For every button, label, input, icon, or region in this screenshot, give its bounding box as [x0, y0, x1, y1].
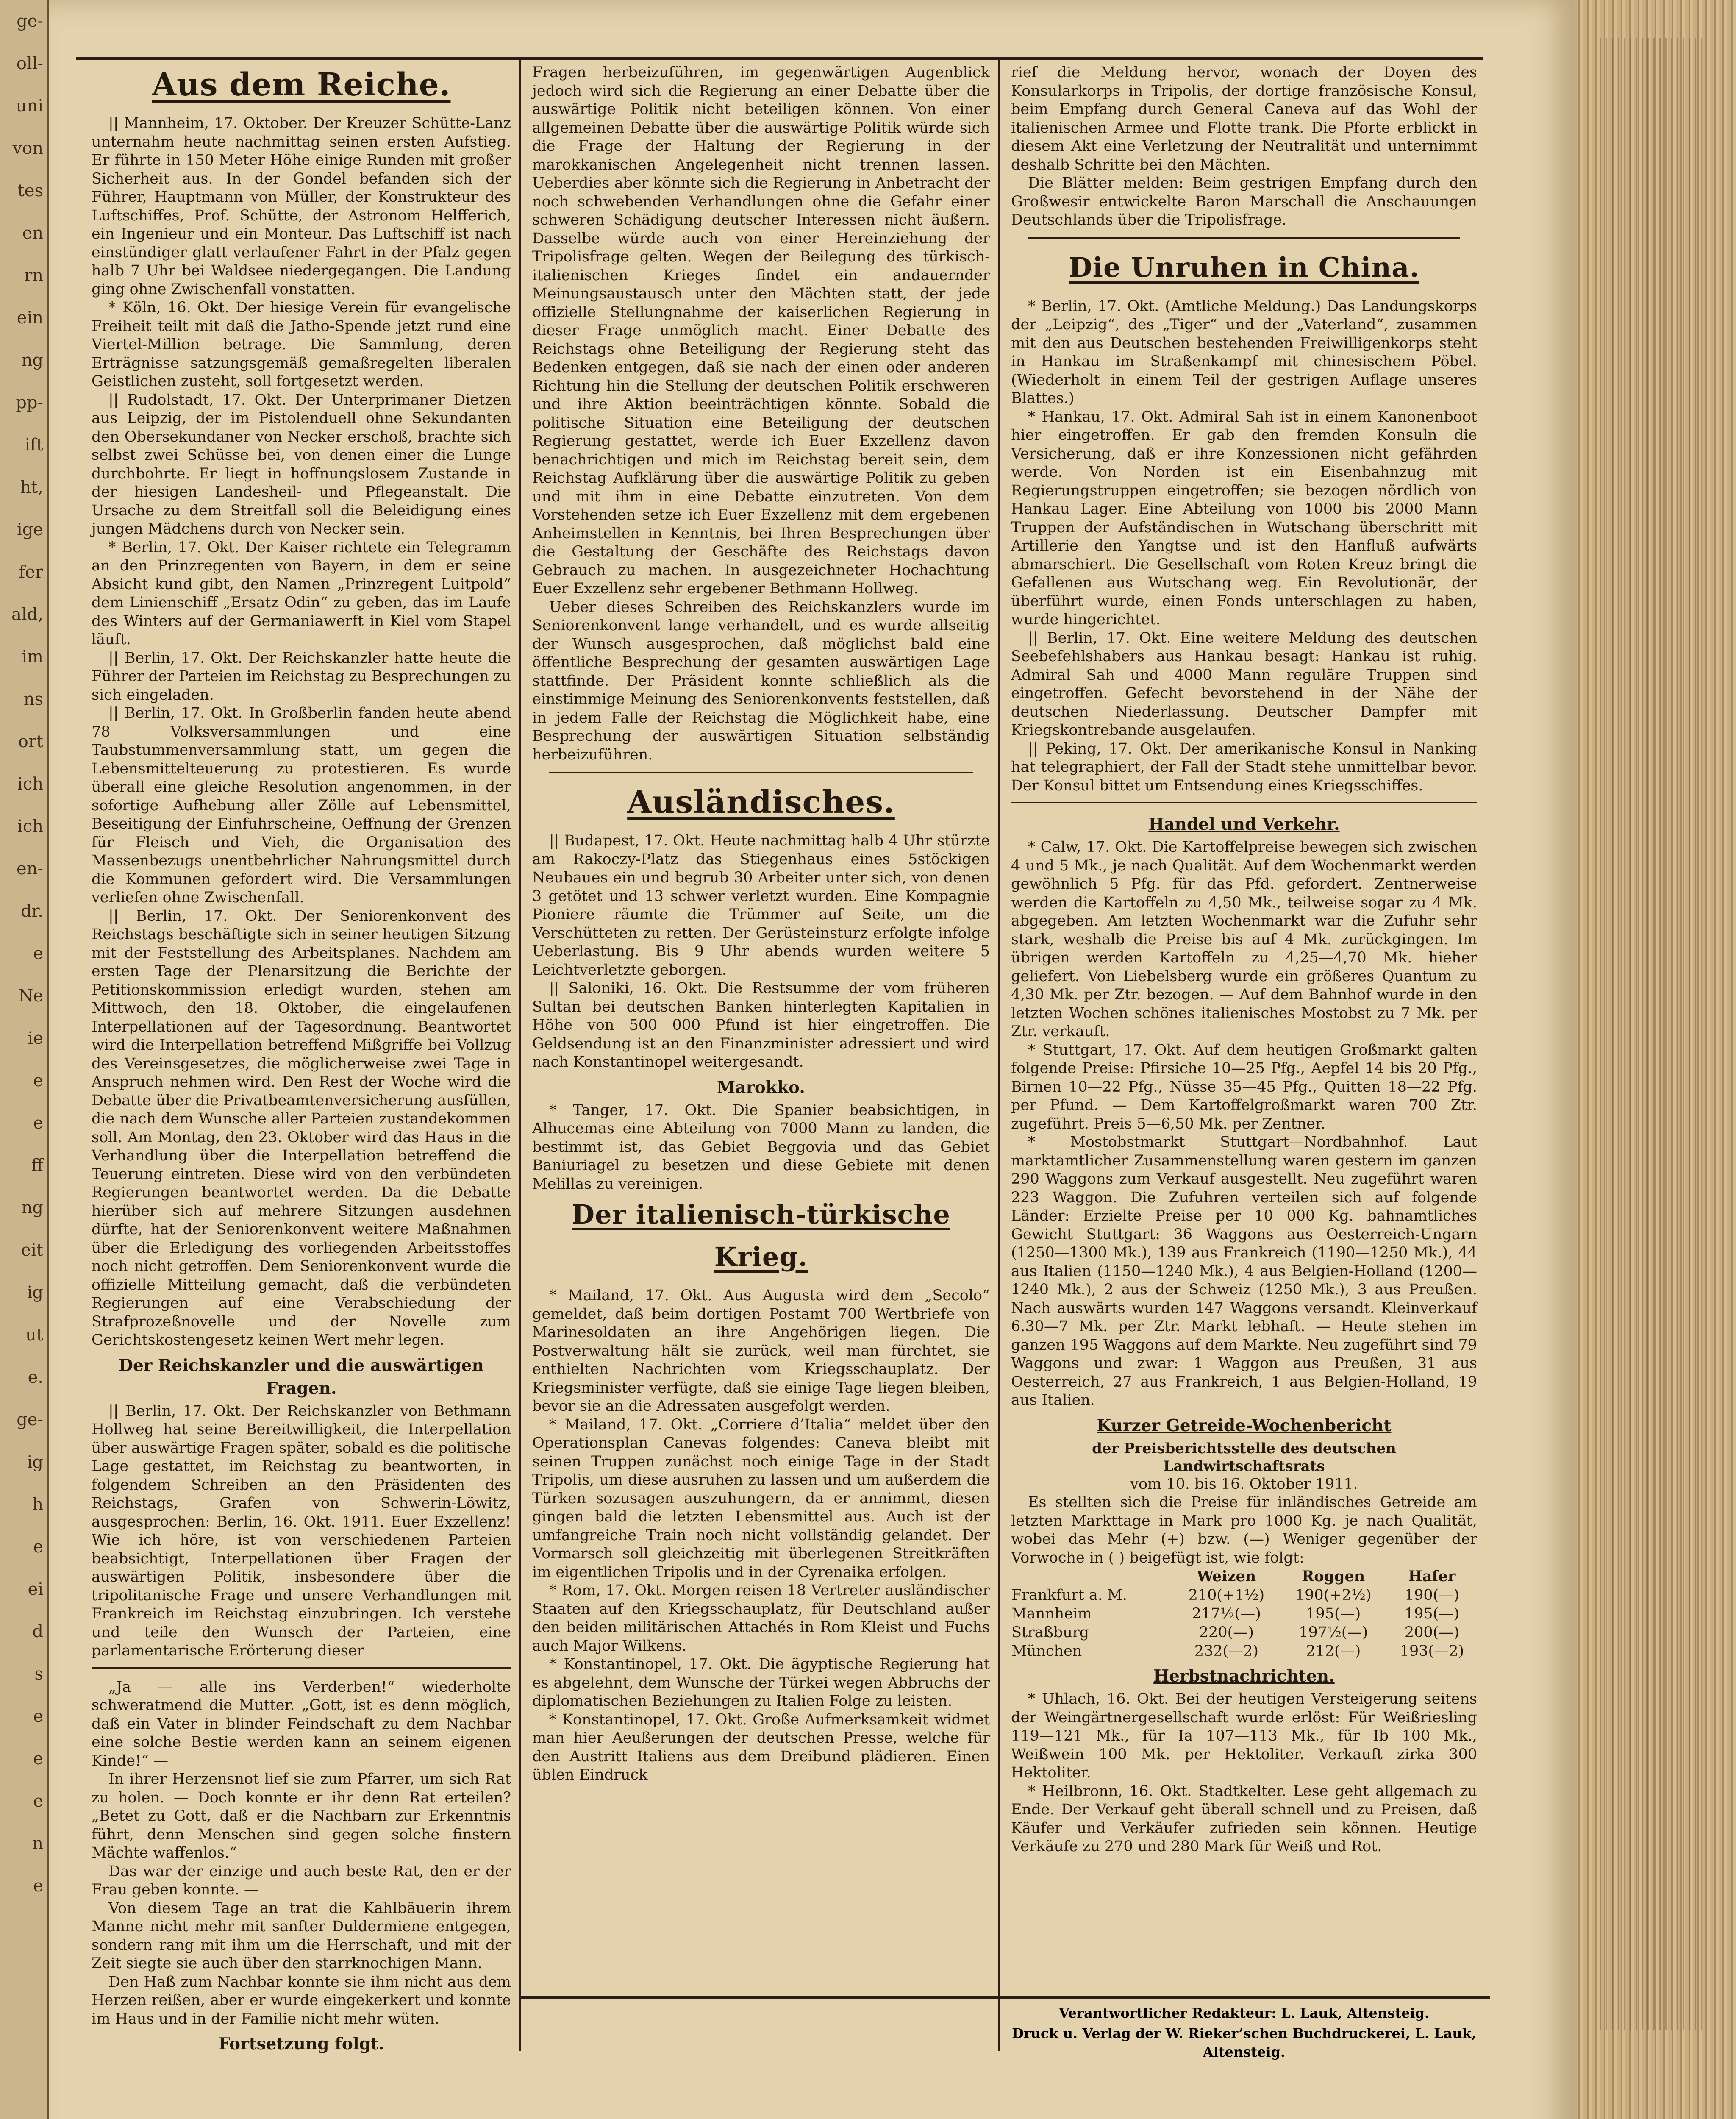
table-cell: 200(—) — [1404, 1624, 1459, 1641]
margin-fragment: e — [33, 1071, 43, 1090]
margin-fragment: s — [34, 1664, 43, 1684]
column-2 — [532, 64, 990, 1785]
table-cell: 232(—2) — [1194, 1643, 1259, 1660]
table-cell: 220(—) — [1199, 1624, 1254, 1641]
margin-fragment: pp- — [16, 393, 43, 412]
margin-fragment: e — [33, 1749, 43, 1769]
margin-fragment: ut — [25, 1325, 43, 1345]
margin-fragment: ein — [17, 308, 43, 328]
margin-fragment: im — [22, 647, 43, 667]
table-cell: 197½(—) — [1299, 1624, 1368, 1641]
market-paragraph: * Calw, 17. Okt. Die Kartoffelpreise bewegen sich zwischen 4 und 5 Mk., je nach Qualität. Auf dem Wochenmarkt werden gewöhnlich 5 Pfg. für das Pfd. gefordert. Zentnerweise werden die Kartoffeln zu 4,50 Mk., teilweise sogar zu 4 Mk. abgegeben. Am letzten Wochenmarkt war die Zufuhr sehr stark, weshalb die Preise bis auf 4 Mk. zurückgingen. Im übrigen werden Kartoffeln zu 4,25—4,70 Mk. hieher geliefert. Von Liebelsberg wurde ein größeres Quantum zu 4,30 Mk. per Ztr. bezogen. — Auf dem Bahnhof wurde in den letzten Wochen schönes italienisches Mostobst zu 7 Mk. per Ztr. verkauft. — [1011, 839, 1477, 1040]
margin-fragment: e — [33, 1113, 43, 1133]
feuilleton-separator — [92, 1667, 511, 1671]
grain-price-table — [1011, 1567, 1477, 1660]
article-paragraph: * Hankau, 17. Okt. Admiral Sah ist in einem Kanonenboot hier eingetroffen. Er gab den fremden Konsuln die Versicherung, daß er ihre Konzessionen nicht gefährden werde. Von Norden ist ein Eisenbahnzug mit Regierungstruppen eingetroffen; sie bezogen nördlich von Hankau Lager. Eine Abteilung von 1000 bis 2000 Mann Truppen der Aufständischen in Wutschang überschritt mit Artillerie den Yangtse und ist den Hanfluß aufwärts abmarschiert. Die Gesellschaft vom Roten Kreuz bringt die Gefallenen aus Wutschang weg. Ein Revolutionär, der überführt wurde, einen Fonds unterschlagen zu haben, wurde hingerichtet. — [1011, 408, 1477, 628]
feuilleton-paragraph: „Ja — alle ins Verderben!“ wiederholte schweratmend die Mutter. „Gott, ist es denn möglich, daß ein Vater in blinder Feindschaft zu dem Nachbar eine solche Bestie werden kann an seinem eigenen Kinde!“ — — [92, 1678, 511, 1769]
table-cell: Straßburg — [1011, 1624, 1089, 1641]
column-3 — [1011, 64, 1477, 1856]
feuilleton — [92, 1678, 511, 2056]
article-paragraph: * Mailand, 17. Okt. Aus Augusta wird dem „Secolo“ gemeldet, daß beim dortigen Postamt 700 Wertbriefe von Marinesoldaten an ihre Angehörigen liegen. Die Postverwaltung hält sie zurück, weil man fürchtet, sie enthielten Nachrichten vom Kriegsschauplatz. Der Kriegsminister verfügte, daß sie einige Tage liegen bleiben, bevor sie an die Adressaten ausgefolgt werden. — [532, 1287, 990, 1415]
column-divider-2 — [998, 59, 1000, 2051]
article-paragraph: * Konstantinopel, 17. Okt. Die ägyptische Regierung hat es abgelehnt, dem Wunsche der Türkei wegen Abbruchs der diplomatischen Beziehungen zu Italien Folge zu leisten. — [532, 1656, 990, 1710]
getreide-dates: vom 10. bis 16. Oktober 1911. — [1130, 1475, 1358, 1493]
margin-fragment: ns — [23, 690, 43, 709]
table-row — [1011, 1586, 1477, 1605]
section-title-auslaendisches: Ausländisches. — [627, 784, 895, 820]
margin-fragment: e — [33, 944, 43, 963]
margin-fragment: ift — [25, 435, 43, 455]
subsection-title-getreide-wochenbericht: Kurzer Getreide-Wochenbericht — [1097, 1415, 1392, 1435]
section-rule — [549, 772, 973, 773]
newspaper-page — [49, 0, 1575, 2119]
table-row — [1011, 1642, 1477, 1660]
margin-fragment: ng — [21, 350, 43, 370]
table-header: Weizen — [1197, 1568, 1256, 1585]
column1-articles — [92, 114, 511, 1350]
margin-fragment: tes — [17, 181, 43, 200]
book-page-edges — [1575, 0, 1736, 2119]
feuilleton-paragraph: In ihrer Herzensnot lief sie zum Pfarrer, um sich Rat zu holen. — Doch konnte er ihr denn Rat erteilen? „Betet zu Gott, daß er die Nachbarn zur Erkenntnis führt, denn Menschen sind gegen solche finstern Mächte waffenlos.“ — [92, 1771, 511, 1861]
margin-fragment: en- — [17, 859, 43, 879]
margin-fragment: oll- — [16, 54, 43, 73]
margin-fragment: ig — [27, 1452, 43, 1472]
article-paragraph: * Rom, 17. Okt. Morgen reisen 18 Vertreter ausländischer Staaten auf den Kriegsschauplatz, für Deutschland außer den beiden militärischen Attachés in Rom Kleist und Fuchs auch Major Wilkens. — [532, 1582, 990, 1655]
margin-fragment: e — [33, 1707, 43, 1726]
margin-fragment: ng — [21, 1198, 43, 1218]
margin-fragment: ald, — [11, 605, 43, 624]
top-rule — [76, 57, 1483, 60]
margin-fragment: eit — [21, 1240, 43, 1260]
subsection-title-marokko: Marokko. — [717, 1077, 805, 1097]
article-paragraph: || Rudolstadt, 17. Okt. Der Unterprimaner Dietzen aus Leipzig, der im Pistolenduell ohne Sekundanten den Obersekundaner von Necker erschoß, brachte sich selbst zwei Schüsse bei, von denen einer die Lunge durchbohrte. Er liegt in hoffnungslosem Zustande in der hiesigen Landesheil- und Pflegeanstalt. Die Ursache zu dem Streitfall soll die Beleidigung eines jungen Mädchens durch von Necker sein. — [92, 391, 511, 537]
subsection-title-herbstnachrichten: Herbstnachrichten. — [1153, 1666, 1335, 1686]
article-paragraph: || Saloniki, 16. Okt. Die Restsumme der vom früheren Sultan bei deutschen Banken hinterlegten Kapitalien in Höhe von 500 000 Pfund ist hier eingetroffen. Die Geldsendung ist an den Finanzminister adressiert und wird nach Konstantinopel weitergesandt. — [532, 980, 990, 1071]
article-paragraph: * Berlin, 17. Okt. (Amtliche Meldung.) Das Landungskorps der „Leipzig“, des „Tiger“ und der „Vaterland“, zusammen mit den aus Deutschen bestehenden Freiwilligenkorps steht in Hankau im Straßenkampf mit chinesischem Pöbel. (Wiederholt in einem Teil der gestrigen Auflage unseres Blattes.) — [1011, 298, 1477, 407]
getreide-subtitle: der Preisberichtsstelle des deutschen Landwirtschaftsrats — [1092, 1440, 1396, 1475]
margin-fragment: e. — [28, 1368, 43, 1387]
getreide-intro: Es stellten sich die Preise für inländisches Getreide am letzten Markttage in Mark pro 1000 Kg. je nach Qualität, wobei das Mehr (+) bzw. (—) Weniger gegenüber der Vorwoche in ( ) beigefügt ist, wie folgt: — [1011, 1494, 1477, 1566]
table-row — [1011, 1605, 1477, 1623]
bottom-rule — [519, 1996, 1490, 1999]
article-paragraph: || Berlin, 17. Okt. In Großberlin fanden heute abend 78 Volksversammlungen und eine Taubstummenversammlung statt, um gegen die Lebensmittelteuerung zu protestieren. Es wurde überall eine gleiche Resolution angenommen, in der sofortige Aufhebung aller Zölle auf Lebensmittel, Beseitigung der Einfuhrscheine, Oeffnung der Grenzen für Fleisch und Vieh, die Organisation des Massenbezugs unentbehrlicher Nahrungsmittel durch die Kommunen gefordert wird. Die Versammlungen verliefen ohne Zwischenfall. — [92, 705, 511, 906]
margin-fragment: von — [12, 139, 43, 158]
article-paragraph: || Berlin, 17. Okt. Der Reichskanzler von Bethmann Hollweg hat seine Bereitwilligkeit, die Interpellation über auswärtige Fragen später, sobald es die politische Lage gestattet, im Reichstag zu beantworten, in folgendem Schreiben an den Präsidenten des Reichstags, Grafen von Schwerin-Löwitz, ausgesprochen: Berlin, 16. Okt. 1911. Euer Exzellenz! Wie ich höre, ist von verschiedenen Parteien beabsichtigt, Interpellationen über Fragen der auswärtigen Politik, insbesondere über die tripolitanische Frage und unsere Verhandlungen mit Frankreich im Reichstag einzubringen. Ich verstehe und teile den Wunsch der Parteien, eine parlamentarische Erörterung dieser — [92, 1402, 511, 1659]
margin-fragment: uni — [16, 96, 43, 116]
margin-fragment: ht, — [20, 478, 43, 497]
margin-fragment: ig — [27, 1283, 43, 1302]
margin-fragment: e — [33, 1537, 43, 1557]
table-cell: 190(—) — [1404, 1587, 1459, 1604]
margin-fragment: fer — [19, 562, 43, 582]
section-rule — [1028, 237, 1460, 239]
market-paragraph: * Stuttgart, 17. Okt. Auf dem heutigen Großmarkt galten folgende Preise: Pfirsiche 10—25 Pfg., Aepfel 14 bis 20 Pfg., Birnen 10—22 Pfg., Nüsse 35—45 Pfg., Quitten 18—22 Pfg. per Pfund. — Dem Kartoffelgroßmarkt waren 700 Ztr. zugeführt. Preis 5—6,50 Mk. per Zentner. — [1011, 1041, 1477, 1132]
table-cell: 217½(—) — [1192, 1605, 1261, 1622]
table-cell: 195(—) — [1404, 1605, 1459, 1622]
article-paragraph: rief die Meldung hervor, wonach der Doyen des Konsularkorps in Tripolis, der dortige französische Konsul, beim Empfang durch General Caneva auf das Wohl der italienischen Armee und Flotte trank. Die Pforte erblickt in diesem Akt eine Verletzung der Neutralität und unternimmt deshalb Schritte bei den Mächten. — [1011, 64, 1477, 173]
table-header — [1011, 1567, 1173, 1586]
article-paragraph: || Berlin, 17. Okt. Der Seniorenkonvent des Reichstags beschäftigte sich in seiner heutigen Sitzung mit der Feststellung des Arbeitsplanes. Nachdem am ersten Tage der Plenarsitzung die Berichte der Petitionskommission erledigt wurden, stehen am Mittwoch, den 18. Oktober, die eingelaufenen Interpellationen auf der Tagesordnung. Beantwortet wird die Interpellation betreffend Mißgriffe bei Vollzug des Vereinsgesetzes, die möglicherweise zwei Tage in Anspruch nehmen wird. Den Rest der Woche wird die Debatte über die Privatbeamtenversicherung ausfüllen, die nach dem Wunsche aller Parteien zustandekommen soll. Am Montag, den 23. Oktober wird das Haus in die Verhandlung über die Interpellation betreffend die Teuerung eintreten. Diese wird von den verbündeten Regierungen beantwortet werden. Da die Debatte hierüber sich auf mehrere Sitzungen ausdehnen dürfte, hat der Seniorenkonvent weitere Maßnahmen über die Erledigung des vorliegenden Arbeitsstoffes noch nicht getroffen. Dem Seniorenkonvent wurde die offizielle Mitteilung gemacht, daß die verbündeten Regierungen auf eine Verabschiedung der Strafprozeßnovelle und der Novelle zum Gerichtskostengesetz keinen Wert mehr legen. — [92, 907, 511, 1349]
printer-line: Druck u. Verlag der W. Rieker’schen Buchdruckerei, L. Lauk, Altensteig. — [1012, 2025, 1476, 2060]
article-paragraph: || Berlin, 17. Okt. Eine weitere Meldung des deutschen Seebefehlshabers aus Hankau besagt: Hankau ist ruhig. Admiral Sah und 4000 Mann reguläre Truppen sind eingetroffen. Gefecht bevorstehend in der Nähe der deutschen Niederlassung. Deutscher Dampfer mit Kriegskontrebande ausgelaufen. — [1011, 629, 1477, 739]
article-paragraph: || Mannheim, 17. Oktober. Der Kreuzer Schütte-Lanz unternahm heute nachmittag seinen ersten Aufstieg. Er führte in 150 Meter Höhe einige Runden mit großer Sicherheit aus. In der Gondel befanden sich der Führer, Hauptmann von Müller, der Konstrukteur des Luftschiffes, Prof. Schütte, der Astronom Helfferich, ein Ingenieur und ein Monteur. Das Luftschiff ist nach einstündiger glatt verlaufener Fahrt in der Pfalz gegen halb 7 Uhr bei Waldsee niedergegangen. Die Landung ging ohne Zwischenfall vonstatten. — [92, 115, 511, 298]
margin-fragment: ge- — [17, 11, 43, 31]
table-cell: 195(—) — [1306, 1605, 1361, 1622]
column-divider-1 — [519, 59, 521, 2051]
margin-fragment: h — [32, 1495, 43, 1514]
article-paragraph: || Berlin, 17. Okt. Der Reichskanzler hatte heute die Führer der Parteien im Reichstag zu Besprechungen zu sich eingeladen. — [92, 649, 511, 704]
margin-fragment: en — [22, 223, 43, 243]
editor-line: Verantwortlicher Redakteur: L. Lauk, Altensteig. — [1058, 2005, 1430, 2021]
feuilleton-paragraph: Das war der einzige und auch beste Rat, den er der Frau geben konnte. — — [92, 1863, 511, 1898]
market-paragraph: * Uhlach, 16. Okt. Bei der heutigen Versteigerung seitens der Weingärtnergesellschaft wurde erlöst: Für Weißriesling 119—121 Mk., für Ia 107—113 Mk., für Ib 100 Mk., Weißwein 100 Mk. per Hektoliter. Verkauft zirka 300 Hektoliter. — [1011, 1691, 1477, 1781]
table-cell: 210(+1½) — [1188, 1587, 1265, 1604]
section-title-unruhen-in-china: Die Unruhen in China. — [1069, 251, 1419, 284]
article-paragraph: || Peking, 17. Okt. Der amerikanische Konsul in Nanking hat telegraphiert, der Fall der Stadt stehe unmittelbar bevor. Der Konsul bittet um Entsendung eines Kriegsschiffes. — [1011, 740, 1477, 794]
margin-fragment: ff — [31, 1156, 43, 1175]
table-cell: 190(+2½) — [1295, 1587, 1372, 1604]
margin-fragment: n — [32, 1834, 43, 1853]
table-header-row — [1011, 1567, 1477, 1586]
table-header: Roggen — [1302, 1568, 1365, 1585]
market-paragraph: * Heilbronn, 16. Okt. Stadtkelter. Lese geht allgemach zu Ende. Der Verkauf geht überall schnell und zu Preisen, daß Käufer und Verkäufer zufrieden sein können. Heutige Verkäufe zu 270 und 280 Mark für Weiß und Rot. — [1011, 1783, 1477, 1855]
margin-fragment: d — [32, 1622, 43, 1641]
margin-fragment: ich — [17, 774, 43, 794]
table-header: Hafer — [1408, 1568, 1456, 1585]
margin-fragment: ich — [17, 817, 43, 836]
margin-fragment: ort — [18, 732, 43, 751]
article-paragraph: * Köln, 16. Okt. Der hiesige Verein für evangelische Freiheit teilt mit daß die Jatho-Spende jetzt rund eine Viertel-Million betrage. Die Sammlung, deren Erträgnisse satzungsgemäß gemaßregelten liberalen Geistlichen zusteht, soll fortgesetzt werden. — [92, 299, 511, 390]
section-title-italienisch-tuerkischer-krieg: Der italienisch-türkische Krieg. — [572, 1199, 950, 1272]
table-row — [1011, 1623, 1477, 1642]
previous-page-edge — [0, 0, 49, 2119]
subsection-title-handel-und-verkehr: Handel und Verkehr. — [1148, 815, 1340, 834]
margin-fragment: ie — [28, 1029, 43, 1048]
article-paragraph: * Mailand, 17. Okt. „Corriere d’Italia“ meldet über den Operationsplan Canevas folgendes: Canevа bleibt mit seinen Truppen zunächst noch einige Tage in der Stadt Tripolis, um diese ausruhen zu lassen und um außerdem die Türken sozusagen auszuhungern, da er annimmt, diesen gingen bald die letzten Lebensmittel aus. Auch ist der umfangreiche Train noch nicht vollständig gelandet. Der Vormarsch soll gleichzeitig mit überlegenen Streitkräften im eigentlichen Tripolis und in der Cyrenaika erfolgen. — [532, 1416, 990, 1581]
margin-fragment: ei — [28, 1580, 43, 1599]
margin-fragment: e — [33, 1791, 43, 1811]
margin-fragment: Ne — [18, 986, 43, 1006]
table-cell: Frankfurt a. M. — [1011, 1587, 1128, 1604]
continuation-note: Fortsetzung folgt. — [218, 2034, 384, 2054]
margin-fragment: ige — [17, 520, 43, 539]
article-paragraph: * Konstantinopel, 17. Okt. Große Aufmerksamkeit widmet man hier Aeußerungen der deutschen Presse, welche für den Austritt Italiens aus dem Dreibund plädieren. Einen üblen Eindruck — [532, 1711, 990, 1783]
feuilleton-paragraph: Den Haß zum Nachbar konnte sie ihm nicht aus dem Herzen reißen, aber er wurde eingekerkert und konnte im Haus und in der Familie nicht mehr wüten. — [92, 1973, 511, 2027]
margin-fragment: rn — [24, 266, 43, 285]
section-title-aus-dem-reiche: Aus dem Reiche. — [152, 67, 451, 103]
article-paragraph: * Tanger, 17. Okt. Die Spanier beabsichtigen, in Alhucemas eine Abteilung von 7000 Mann zu landen, die bestimmt ist, das Gebiet Beggovia und das Gebiet Baniuriagel zu besetzen und diese Gebiete mit denen Melillas zu vereinigen. — [532, 1101, 990, 1193]
table-cell: 212(—) — [1306, 1643, 1361, 1660]
margin-fragment: e — [33, 1876, 43, 1896]
market-paragraph: * Mostobstmarkt Stuttgart—Nordbahnhof. Laut marktamtlicher Zusammenstellung waren gestern im ganzen 290 Waggons zum Verkauf ausgestellt. Neu zugeführt waren 223 Waggon. Die Zufuhren verteilen sich auf folgende Länder: Erzielte Preise per 10 000 Kg. bahnamtliches Gewicht Stuttgart: 36 Waggons aus Oesterreich-Ungarn (1250—1300 Mk.), 139 aus Frankreich (1190—1250 Mk.), 44 aus Italien (1150—1240 Mk.), 4 aus Belgien-Holland (1200—1240 Mk.), 2 aus der Schweiz (1250 Mk.), 3 aus Preußen. Nach auswärts wurden 147 Waggons versandt. Kleinverkauf 6.30—7 Mk. per Ztr. Markt lebhaft. — Heute stehen im ganzen 195 Waggons auf dem Markte. Neu zugeführt sind 79 Waggons und zwar: 1 Waggon aus Preußen, 31 aus Oesterreich, 27 aus Frankreich, 1 aus Belgien-Holland, 19 aus Italien. — [1011, 1134, 1477, 1409]
margin-fragment: ge- — [17, 1410, 43, 1429]
article-paragraph: * Berlin, 17. Okt. Der Kaiser richtete ein Telegramm an den Prinzregenten von Bayern, in dem er seine Absicht kund gibt, den Namen „Prinzregent Luitpold“ dem Linienschiff „Ersatz Odin“ zu geben, das im Laufe des Winters auf der Germaniawerft in Kiel vom Stapel läuft. — [92, 539, 511, 648]
article-paragraph: || Budapest, 17. Okt. Heute nachmittag halb 4 Uhr stürzte am Rakoczy-Platz das Stiegenhaus eines 5stöckigen Neubaues ein und begrub 30 Arbeiter unter sich, von denen 3 getötet und 13 schwer verletzt wurden. Eine Kompagnie Pioniere räumte die Trümmer auf Seite, um die Verschütteten zu retten. Der Gerüsteinsturz erfolgte infolge Ueberlastung. Bis 9 Uhr abends wurden weitere 5 Leichtverletzte geborgen. — [532, 832, 990, 979]
article-paragraph: Fragen herbeizuführen, im gegenwärtigen Augenblick jedoch wird sich die Regierung an einer Debatte über die auswärtige Politik nicht beteiligen können. Von einer allgemeinen Debatte über die auswärtige Politik würde sich die Frage der Haltung der Regierung in der marokkanischen Angelegenheit nicht trennen lassen. Ueberdies aber könnte sich die Regierung in Anbetracht der noch schwebenden Verhandlungen ohne die Gefahr einer schweren Schädigung deutscher Interessen nicht äußern. Dasselbe würde auch von einer Hereinziehung der Tripolisfrage gelten. Wegen der Beilegung des türkisch-italienischen Krieges findet ein andauernder Meinungsaustausch unter den Mächten statt, der jede offizielle Stellungnahme der kaiserlichen Regierung in dieser Frage unmöglich macht. Einer Debatte des Reichstags ohne Beteiligung der Regierung steht das Bedenken entgegen, daß sie nach der einen oder anderen Richtung hin die Stellung der deutschen Politik erschweren und ihre Aktion beeinträchtigen könnte. Sobald die politische Situation eine Beteiligung der deutschen Regierung gestattet, werde ich Euer Exzellenz davon benachrichtigen und mich im Reichstag bereit sein, dem Reichstag Aufklärung über die auswärtige Politik zu geben und mit ihm in eine Debatte einzutreten. Von dem Vorstehenden setze ich Euer Exzellenz mit dem ergebenen Anheimstellen in Kenntnis, bei Ihren Besprechungen über die Gestaltung der Geschäfte des Reichstags davon Gebrauch zu machen. In ausgezeichneter Hochachtung Euer Exzellenz sehr ergebener Bethmann Hollweg. — [532, 64, 990, 597]
feuilleton-paragraph: Von diesem Tage an trat die Kahlbäuerin ihrem Manne nicht mehr mit sanfter Duldermiene entgegen, sondern rang mit ihm um die Herrschaft, und mit der Zeit siegte sie auch über den starrknochigen Mann. — [92, 1899, 511, 1972]
margin-fragment: dr. — [20, 901, 43, 921]
table-cell: München — [1011, 1643, 1082, 1660]
table-cell: 193(—2) — [1400, 1643, 1464, 1660]
section-separator — [1011, 802, 1477, 806]
column-1 — [92, 64, 511, 2058]
article-paragraph: Ueber dieses Schreiben des Reichskanzlers wurde im Seniorenkonvent lange verhandelt, und es wurde allseitig der Wunsch ausgesprochen, daß möglichst bald eine öffentliche Besprechung der gesamten auswärtigen Lage stattfinde. Der Präsident konnte schließlich als die einstimmige Meinung des Seniorenkonvents feststellen, daß in jedem Falle der Reichstag die Möglichkeit habe, eine Besprechung der auswärtigen Situation selbständig herbeizuführen. — [532, 598, 990, 763]
article-paragraph: Die Blätter melden: Beim gestrigen Empfang durch den Großwesir entwickelte Baron Marschall die Anschauungen Deutschlands über die Tripolisfrage. — [1011, 175, 1477, 228]
subsection-title-reichskanzler: Der Reichskanzler und die auswärtigen Fragen. — [119, 1355, 484, 1398]
table-cell: Mannheim — [1011, 1605, 1092, 1622]
